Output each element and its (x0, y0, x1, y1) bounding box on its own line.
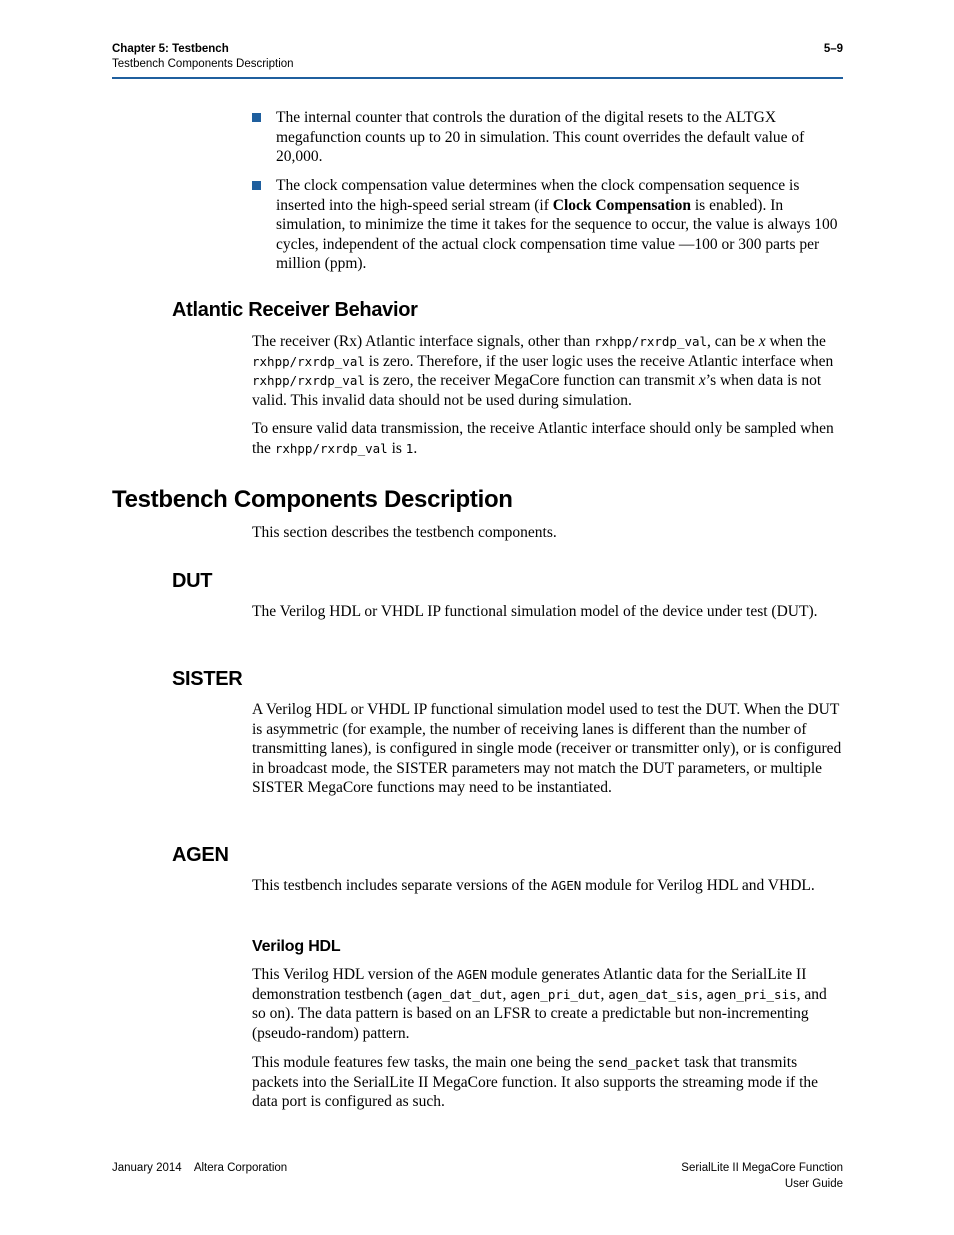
header-rule (112, 77, 843, 79)
section-title: Testbench Components Description (112, 58, 294, 70)
verilog-paragraph-2: This module features few tasks, the main one being the send_packet task that transmits packets into the SerialLite II MegaCore function. It also supports the streaming mode if the data port is configured as such. (252, 1054, 819, 1111)
footer-document-title (681, 1160, 843, 1192)
bullet-text: The clock compensation value determines when the clock compensation sequence is inserted into the high-speed serial stream (if Clock Compensation is enabled). In simulation, to minimize the time it takes for the sequence to occur, the value is always 100 cycles, independent of the actual clock compensation time value —100 or 300 parts per million (ppm). (276, 177, 838, 273)
footer-date-company: January 2014 Altera Corporation (112, 1162, 288, 1174)
verilog-paragraph-1: This Verilog HDL version of the AGEN module generates Atlantic data for the SerialLite II demonstration testbench (agen_dat_dut, agen_pri_dut, agen_dat_sis, agen_pri_sis, and so on). The data pattern is based on an LFSR to create a predictable but non-incrementing (pseudo-random) pattern. (252, 966, 827, 1042)
chapter-title: Chapter 5: Testbench (112, 43, 229, 55)
code-signal: rxhpp/rxrdp_val (252, 353, 365, 369)
code-signal: rxhpp/rxrdp_val (274, 440, 388, 456)
bullet-item-clock-compensation (252, 176, 842, 274)
code-task: send_packet (597, 1055, 681, 1070)
code-signal: rxhpp/rxrdp_val (252, 373, 365, 389)
heading-verilog-hdl: Verilog HDL (252, 938, 341, 955)
code-signal: agen_dat_dut (412, 986, 503, 1002)
page-number: 5–9 (823, 43, 843, 55)
heading-agen: AGEN (172, 844, 229, 866)
atlantic-paragraph-2: To ensure valid data transmission, the receive Atlantic interface should only be sampled when the rxhpp/rxrdp_val is 1. (252, 420, 834, 457)
heading-sister: SISTER (172, 668, 243, 690)
components-intro: This section describes the testbench components. (252, 524, 557, 541)
bold-term: Clock Compensation (552, 196, 691, 214)
code-module: AGEN (456, 967, 488, 982)
page-header (112, 42, 843, 78)
footer-doc-type: User Guide (784, 1178, 843, 1190)
page-footer (112, 1160, 843, 1190)
code-value: 1 (405, 440, 414, 456)
code-signal: rxhpp/rxrdp_val (594, 334, 708, 349)
agen-paragraph: This testbench includes separate versions of the AGEN module for Verilog HDL and VHDL. (252, 877, 815, 894)
code-signal: agen_pri_dut (510, 986, 601, 1002)
bullet-text: The internal counter that controls the duration of the digital resets to the ALTGX megafunction counts up to 20 in simulation. This count overrides the default value of 20,000. (276, 109, 805, 166)
heading-testbench-components: Testbench Components Description (112, 486, 513, 513)
bullet-square-icon (252, 181, 261, 190)
code-signal: agen_pri_sis (706, 986, 797, 1002)
dut-paragraph: The Verilog HDL or VHDL IP functional simulation model of the device under test (DUT). (252, 603, 818, 620)
atlantic-paragraph-1: The receiver (Rx) Atlantic interface signals, other than rxhpp/rxrdp_val, can be x when the rxhpp/rxrdp_val is zero. Therefore, if the user logic uses the receive Atlantic interface when rxhpp/rxrdp_val is zero, the receiver MegaCore function can transmit x’s when data is not valid. This invalid data should not be used during simulation. (252, 333, 834, 409)
code-module: AGEN (551, 878, 582, 893)
heading-dut: DUT (172, 570, 213, 592)
bullet-item-reset-counter (252, 108, 842, 167)
heading-atlantic-receiver: Atlantic Receiver Behavior (172, 299, 418, 321)
sister-paragraph: A Verilog HDL or VHDL IP functional simulation model used to test the DUT. When the DUT is asymmetric (for example, the number of receiving lanes is different than the number of transmitting lanes), is configured in single mode (receiver or transmitter only), or is configured in broadcast mode, the SISTER parameters may not match the DUT parameters, or multiple SISTER MegaCore functions may need to be instantiated. (252, 701, 842, 797)
bullet-square-icon (252, 113, 261, 122)
code-signal: agen_dat_sis (608, 986, 699, 1002)
footer-product: SerialLite II MegaCore Function (681, 1162, 843, 1174)
